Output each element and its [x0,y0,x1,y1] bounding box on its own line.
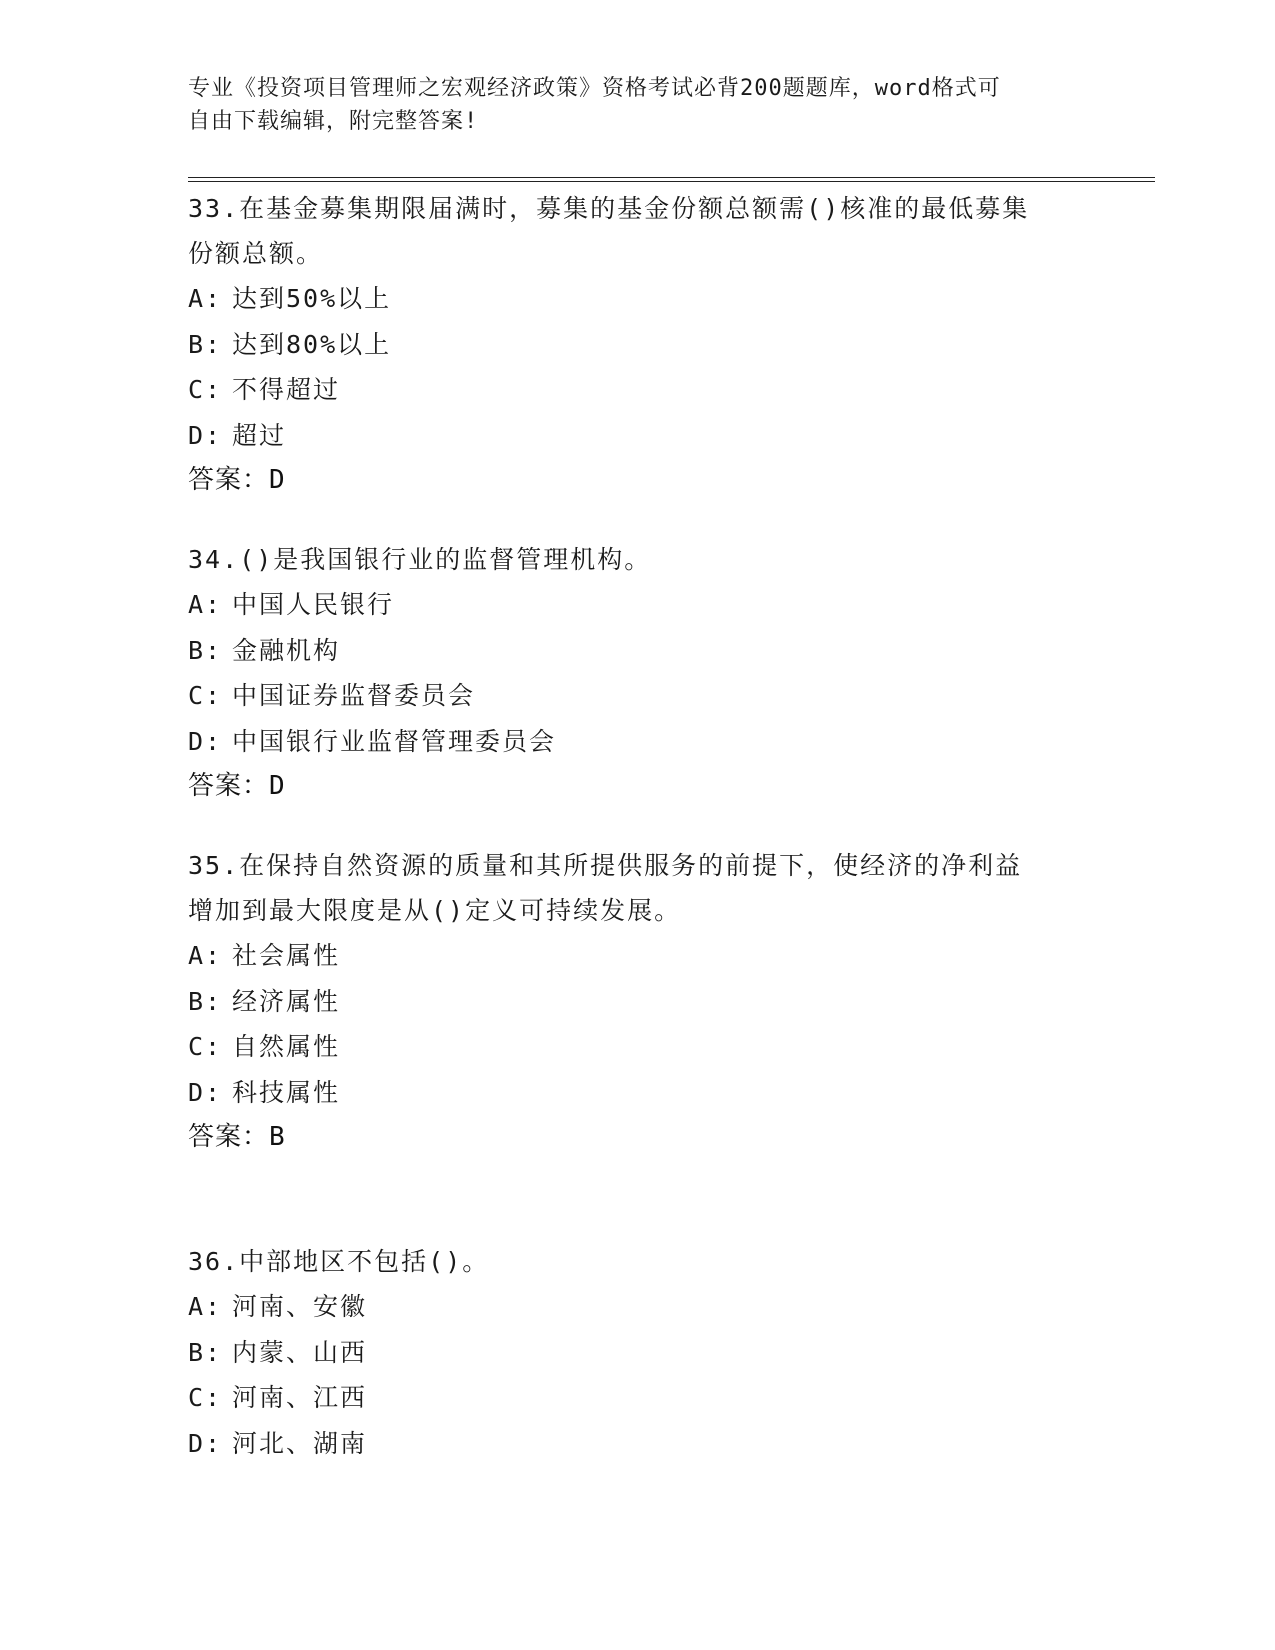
option-text: 自然属性 [232,1032,341,1061]
answer-value: B [269,1122,286,1152]
question-text-line-1: 35.在保持自然资源的质量和其所提供服务的前提下，使经济的净利益 [188,851,1023,880]
option-text: 经济属性 [232,986,341,1016]
option-text: 达到50%以上 [232,284,392,313]
document-header [188,72,1068,138]
question-36 [188,1239,1088,1466]
option-text: 河南、安徽 [232,1292,368,1321]
option-text: 不得超过 [232,375,341,404]
option-text: 中国银行业监督管理委员会 [232,726,557,756]
question-text-line-2: 份额总额。 [188,239,324,268]
option-letter: B: [188,635,223,665]
option-d [188,413,1088,459]
answer [188,1115,1088,1160]
header-line-1: 专业《投资项目管理师之宏观经济政策》资格考试必背200题题库，word格式可 [188,76,1001,101]
answer [188,764,1088,809]
answer-label: 答案： [188,1122,270,1152]
option-text: 超过 [232,420,287,450]
header-line-2: 自由下载编辑，附完整答案! [188,109,479,134]
option-text: 达到80%以上 [232,329,392,359]
option-letter: D: [188,726,223,756]
option-letter: C: [188,375,223,404]
question-text-line-1: 36.中部地区不包括()。 [188,1247,490,1276]
option-c [188,1375,1088,1421]
option-c [188,673,1088,719]
header-divider-bottom [188,181,1155,182]
option-letter: A: [188,590,223,619]
option-a [188,1284,1088,1330]
option-a [188,933,1088,979]
option-text: 河北、湖南 [232,1428,368,1458]
option-letter: B: [188,329,223,359]
option-letter: D: [188,420,223,450]
option-a [188,276,1088,322]
option-b [188,979,1088,1025]
answer-label: 答案： [188,465,270,495]
question-35 [188,843,1088,1160]
option-text: 社会属性 [232,941,341,970]
option-letter: B: [188,986,223,1016]
option-b [188,1330,1088,1376]
option-d [188,1421,1088,1467]
option-letter: B: [188,1337,223,1367]
option-text: 中国证券监督委员会 [232,681,476,710]
option-letter: C: [188,1032,223,1061]
option-a [188,582,1088,628]
answer [188,458,1088,503]
header-divider-top [188,177,1155,178]
question-33 [188,186,1088,503]
option-letter: A: [188,941,223,970]
option-letter: D: [188,1077,223,1107]
option-b [188,628,1088,674]
question-34 [188,537,1088,809]
option-text: 金融机构 [232,635,341,665]
option-c [188,367,1088,413]
answer-value: D [269,771,286,801]
option-b [188,322,1088,368]
answer-value: D [269,465,286,495]
answer-label: 答案： [188,771,270,801]
option-text: 内蒙、山西 [232,1337,368,1367]
option-letter: C: [188,681,223,710]
question-text-line-2: 增加到最大限度是从()定义可持续发展。 [188,896,682,925]
option-letter: A: [188,1292,223,1321]
question-text-line-1: 34.()是我国银行业的监督管理机构。 [188,545,652,574]
option-c [188,1024,1088,1070]
option-text: 河南、江西 [232,1383,368,1412]
option-letter: A: [188,284,223,313]
option-letter: C: [188,1383,223,1412]
option-letter: D: [188,1428,223,1458]
option-text: 中国人民银行 [232,590,395,619]
question-text-line-1: 33.在基金募集期限届满时，募集的基金份额总额需()核准的最低募集 [188,194,1030,223]
option-d [188,719,1088,765]
option-d [188,1070,1088,1116]
option-text: 科技属性 [232,1077,341,1107]
